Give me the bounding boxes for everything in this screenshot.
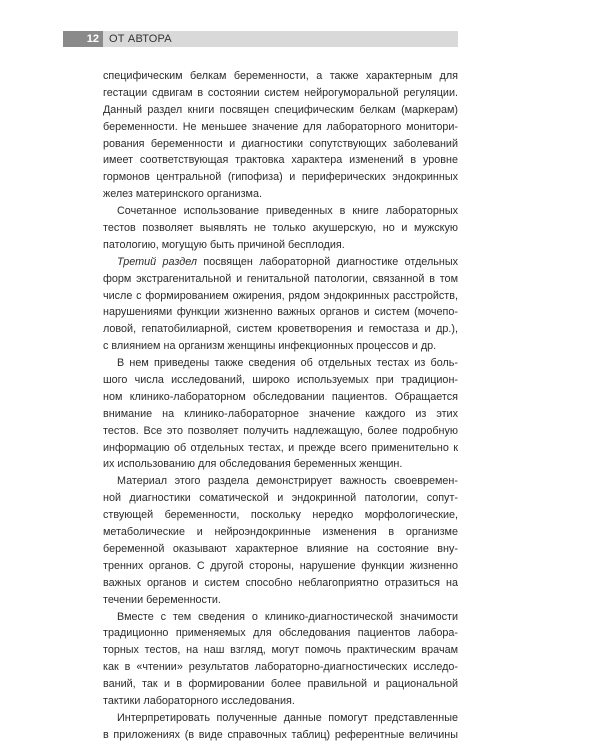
text-line: тренних органов. С другой стороны, нарушение функции жизненно bbox=[103, 559, 458, 572]
text-line: тестов. Все это позволяет получить надлежащую, более подробную bbox=[103, 424, 458, 437]
paragraph bbox=[103, 203, 458, 254]
text-line: форм экстрагенитальной и генитальной патологии, связанной в том bbox=[103, 272, 458, 285]
page-number: 12 bbox=[63, 31, 103, 47]
paragraph bbox=[103, 254, 458, 355]
text-line: В нем приведены также сведения об отдельных тестах из боль- bbox=[117, 357, 458, 370]
text-line: нарушениями функции жизненно важных органов и систем (мочепо- bbox=[103, 306, 458, 319]
text-line: ваний, так и в формировании более правильной и рациональной bbox=[103, 678, 458, 691]
paragraph bbox=[103, 710, 458, 744]
text-line: как в «чтении» результатов лабораторно-диагностических исследо- bbox=[103, 661, 458, 674]
text-line: Интерпретировать полученные данные помогут представленные bbox=[117, 711, 458, 724]
text-line: ловой, гепатобилиарной, систем кроветворения и гемостаза и др.), bbox=[103, 323, 458, 336]
paragraph bbox=[103, 68, 458, 203]
text-line: желез материнского организма. bbox=[103, 188, 262, 201]
text-line: с влиянием на организм женщины инфекционных процессов и др. bbox=[103, 340, 437, 353]
text-line: ствующей беременности, поскольку нередко морфологические, bbox=[103, 509, 458, 522]
text-line: рования беременности и диагностики сопутствующих заболеваний bbox=[103, 137, 458, 150]
text-line bbox=[103, 254, 458, 271]
text-line: гормонов центральной (гипофиза) и периферических эндокринных bbox=[103, 171, 458, 184]
text-line: важных органов и систем способно неблагоприятно отразиться на bbox=[103, 576, 458, 589]
text-line: беременной оказывают характерное влияние на состояние вну- bbox=[103, 542, 458, 555]
text-line: тактики лабораторного исследования. bbox=[103, 694, 295, 707]
text-line: информацию об отдельных тестах, и прежде всего применительно к bbox=[103, 441, 458, 454]
running-header bbox=[63, 31, 458, 47]
text-line: патологию, могущую быть причиной бесплодия. bbox=[103, 238, 345, 251]
text-segment: посвящен лабораторной диагностике отдельных bbox=[196, 255, 458, 268]
text-line: гестации сдвигам в состоянии систем нейрогуморальной регуляции. bbox=[103, 86, 458, 99]
text-line: в приложениях (в виде справочных таблиц) референтные величины bbox=[103, 728, 458, 741]
body-text bbox=[103, 68, 458, 744]
text-line: специфическим белкам беременности, а также характерным для bbox=[103, 70, 458, 82]
text-line: Сочетанное использование приведенных в книге лабораторных bbox=[117, 205, 458, 218]
text-line: Вместе с тем сведения о клинико-диагностической значимости bbox=[117, 610, 458, 623]
paragraph bbox=[103, 355, 458, 473]
text-line: беременности. Не меньшее значение для лабораторного монитори- bbox=[103, 120, 458, 133]
italic-lead: Третий раздел bbox=[117, 255, 197, 268]
text-line: традиционно применяемых для обследования пациентов лабора- bbox=[103, 627, 458, 640]
text-line: метаболические и нейроэндокринные изменения в организме bbox=[103, 526, 458, 539]
text-line: течении беременности. bbox=[103, 593, 221, 606]
text-line: их использованию для обследования беременных женщин. bbox=[103, 458, 403, 471]
section-title: ОТ АВТОРА bbox=[109, 33, 172, 45]
paragraph bbox=[103, 609, 458, 710]
text-line: торных тестов, на наш взгляд, могут помочь практическим врачам bbox=[103, 644, 458, 657]
text-line: ном клинико-лабораторном обследовании пациентов. Обращается bbox=[103, 390, 458, 403]
text-line: шого числа исследований, широко используемых при традицион- bbox=[103, 374, 458, 387]
paragraph bbox=[103, 473, 458, 608]
text-line: числе с формированием ожирения, рядом эндокринных расстройств, bbox=[103, 289, 458, 302]
text-line: Материал этого раздела демонстрирует важность своевремен- bbox=[117, 475, 458, 488]
text-line: тестов позволяет выявлять не только акушерскую, но и мужскую bbox=[103, 222, 458, 235]
text-line: имеет соответствующая трактовка характера изменений в уровне bbox=[103, 154, 458, 167]
text-line: внимание на клинико-лабораторное значение каждого из этих bbox=[103, 407, 458, 420]
text-line: ной диагностики соматической и эндокринной патологии, сопут- bbox=[103, 492, 458, 505]
text-line: Данный раздел книги посвящен специфическим белкам (маркерам) bbox=[103, 103, 458, 116]
